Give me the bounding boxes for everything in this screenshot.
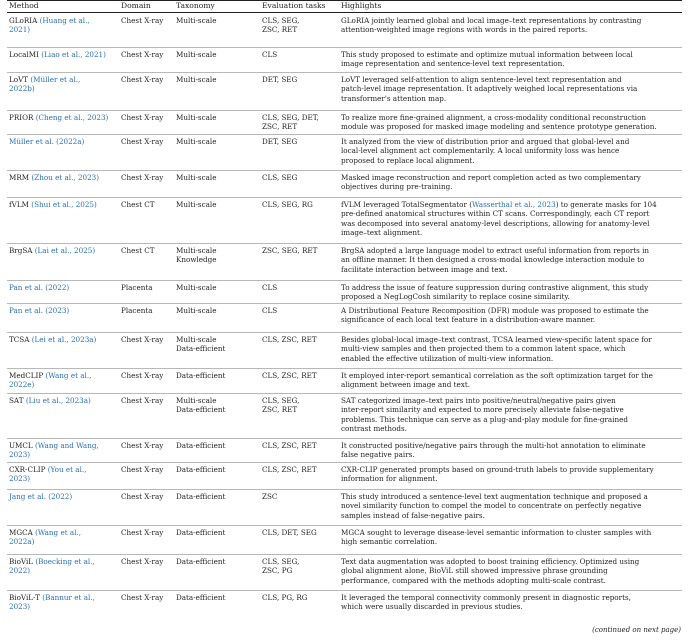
highlights-line: It analyzed from the view of distribution prior and argued that global-level and [341,137,630,146]
row-divider [7,303,682,304]
taxonomy-cell [176,396,256,415]
highlights-line: BrgSA adopted a large language model to extract useful information from reports in [341,246,650,255]
method-cell [9,492,117,501]
row-divider [7,438,682,439]
domain-cell [121,113,175,122]
highlights-line: image–text alignment. [341,227,423,237]
taxonomy-cell [176,492,256,501]
highlights-line: MGCA sought to leverage disease-level semantic information to cluster samples with [341,528,652,537]
taxonomy-line: Data-efficient [176,441,226,450]
domain-cell [121,593,175,602]
highlights-line: proposed to replace local alignment. [341,155,475,165]
taxonomy-line: Data-efficient [176,492,226,501]
method-cell [9,557,117,576]
row-divider [7,134,682,135]
eval-line: DET, SEG [262,75,298,84]
row-divider [7,243,682,244]
eval-line: CLS, ZSC, RET [262,371,317,380]
method-cell [9,465,117,484]
eval-line: CLS, ZSC, RET [262,335,317,344]
domain-line: Chest X-ray [121,335,164,344]
row-divider [7,462,682,463]
eval-line: ZSC, RET [262,122,298,132]
taxonomy-line: Data-efficient [176,405,226,415]
continued-note: (continued on next page) [592,626,681,634]
method-cell [9,50,117,59]
method-cell [9,113,117,122]
taxonomy-line: Data-efficient [176,557,226,566]
domain-cell [121,137,175,146]
row-divider [7,170,682,171]
highlights-line: alignment between image and text. [341,380,471,390]
evaluation-cell [262,283,332,292]
row-divider [7,280,682,281]
eval-line: ZSC, SEG, RET [262,246,318,255]
row-divider [7,489,682,490]
domain-line: Chest X-ray [121,557,164,566]
highlights-line: significance of each local text feature in a distribution-aware manner. [341,315,596,325]
taxonomy-line: Data-efficient [176,371,226,380]
highlights-cell [341,306,681,325]
highlights-cell [341,283,681,302]
method-line: 2023) [9,450,31,460]
eval-line: CLS [262,50,278,59]
domain-line: Placenta [121,306,153,315]
taxonomy-line: Knowledge [176,255,217,265]
highlights-line: contrast methods. [341,423,407,433]
eval-line: CLS, DET, SEG [262,528,317,537]
highlights-cell [341,246,681,274]
eval-line: CLS [262,306,278,315]
method-line: BioViL (Boecking et al., [9,557,95,566]
domain-cell [121,16,175,25]
highlights-cell [341,173,681,192]
highlights-cell [341,593,681,612]
header-domain: Domain [121,1,151,10]
row-divider [7,332,682,333]
highlights-line: pre-defined anatomical structures within CT scans. Correspondingly, each CT report [341,209,650,219]
highlights-line: image representation and sentence-level text representation. [341,59,565,69]
method-line: 2022e) [9,380,35,390]
header-method: Method [9,1,39,10]
highlights-line: multi-view samples and then projected them to a common latent space, which [341,344,626,354]
highlights-line: It constructed positive/negative pairs through the multi-hot annotation to eliminate [341,441,646,450]
taxonomy-line: Data-efficient [176,344,226,354]
highlights-line: facilitate interaction between image and text. [341,264,508,274]
method-line: MGCA (Wang et al., [9,528,82,537]
domain-cell [121,441,175,450]
row-divider [7,393,682,394]
taxonomy-cell [176,16,256,25]
method-cell [9,306,117,315]
taxonomy-cell [176,113,256,122]
eval-line: CLS, ZSC, RET [262,465,317,474]
method-line: LoVT (Müller et al., [9,75,81,84]
method-cell [9,16,117,35]
taxonomy-cell [176,557,256,566]
method-line: BioViL-T (Bannur et al., [9,593,95,602]
taxonomy-line: Multi-scale [176,50,217,59]
eval-line: CLS, ZSC, RET [262,441,317,450]
evaluation-cell [262,75,332,84]
method-line: 2023) [9,474,31,484]
row-divider [7,72,682,73]
domain-line: Chest X-ray [121,465,164,474]
taxonomy-cell [176,173,256,182]
row-divider [7,197,682,198]
header-rule [7,12,682,13]
highlights-line: This study introduced a sentence-level text augmentation technique and proposed a [341,492,648,501]
taxonomy-cell [176,441,256,450]
eval-line: ZSC, PG [262,566,293,576]
highlights-line: Besides global-local image–text contrast, TCSA learned view-specific latent space for [341,335,652,344]
domain-cell [121,492,175,501]
highlights-cell [341,441,681,460]
taxonomy-line: Multi-scale [176,113,217,122]
domain-line: Chest X-ray [121,113,164,122]
method-cell [9,200,117,209]
highlights-line: GLoRIA jointly learned global and local image–text representations by contrasting [341,16,642,25]
method-line: UMCL (Wang and Wang, [9,441,99,450]
domain-line: Chest X-ray [121,137,164,146]
domain-cell [121,557,175,566]
row-divider [7,590,682,591]
highlights-line: local-level alignment act complementarily. A local uniformity loss was hence [341,146,620,156]
method-cell [9,283,117,292]
highlights-cell [341,200,681,237]
evaluation-cell [262,465,332,474]
taxonomy-cell [176,283,256,292]
eval-line: CLS [262,283,278,292]
highlights-line: enabled the effective utilization of multi-view information. [341,353,554,363]
method-line: BrgSA (Lai et al., 2025) [9,246,96,255]
highlights-line: SAT categorized image–text pairs into positive/neutral/negative pairs given [341,396,616,405]
highlights-cell [341,396,681,433]
taxonomy-line: Data-efficient [176,528,226,537]
taxonomy-cell [176,371,256,380]
highlights-cell [341,16,681,35]
domain-cell [121,465,175,474]
evaluation-cell [262,593,332,602]
highlights-line: performance, compared with the methods adopting multi-scale contrast. [341,575,606,585]
method-cell [9,593,117,612]
method-line: fVLM (Shui et al., 2025) [9,200,97,209]
method-line: 2022a) [9,537,35,547]
evaluation-cell [262,396,332,415]
taxonomy-cell [176,306,256,315]
domain-line: Chest X-ray [121,50,164,59]
method-cell [9,137,117,146]
evaluation-cell [262,306,332,315]
row-divider [7,368,682,369]
domain-line: Chest X-ray [121,371,164,380]
domain-line: Chest X-ray [121,396,164,405]
highlights-line: problems. This technique can serve as a plug-and-play module for fine-grained [341,414,628,424]
highlights-line: an offline manner. It then designed a cross-modal knowledge interaction module to [341,255,645,265]
highlights-line: information for alignment. [341,474,438,484]
highlights-line: objectives during pre-training. [341,182,453,192]
highlights-line: false negative pairs. [341,450,415,460]
highlights-line: transformer's attention map. [341,93,447,103]
eval-line: ZSC, RET [262,405,298,415]
taxonomy-line: Data-efficient [176,593,226,602]
method-line: TCSA (Lei et al., 2023a) [9,335,97,344]
highlights-cell [341,371,681,390]
eval-line: CLS, PG, RG [262,593,308,602]
method-line: MRM (Zhou et al., 2023) [9,173,100,182]
eval-line: CLS, SEG [262,173,298,182]
method-line: SAT (Liu et al., 2023a) [9,396,91,405]
row-divider [7,525,682,526]
evaluation-cell [262,557,332,576]
domain-line: Chest X-ray [121,173,164,182]
evaluation-cell [262,371,332,380]
domain-line: Chest X-ray [121,593,164,602]
method-line: 2022) [9,566,31,576]
eval-line: CLS, SEG, [262,16,300,25]
row-divider [7,47,682,48]
method-cell [9,75,117,94]
evaluation-cell [262,246,332,255]
taxonomy-line: Multi-scale [176,306,217,315]
highlights-line: Masked image reconstruction and report completion acted as two complementary [341,173,641,182]
taxonomy-cell [176,75,256,84]
evaluation-cell [262,528,332,537]
domain-cell [121,50,175,59]
eval-line: DET, SEG [262,137,298,146]
highlights-line: This study proposed to estimate and optimize mutual information between local [341,50,633,59]
header-evaluation-tasks: Evaluation tasks [262,1,326,10]
eval-line: CLS, SEG, [262,396,300,405]
method-line: 2023) [9,602,31,612]
method-cell [9,441,117,460]
evaluation-cell [262,113,332,132]
highlights-line: inter-report similarity and expected to more precisely alleviate false-negative [341,405,624,415]
method-cell [9,246,117,255]
domain-line: Chest X-ray [121,441,164,450]
domain-cell [121,200,175,209]
header-highlights: Highlights [341,1,382,10]
highlights-line: fVLM leveraged TotalSegmentator (Wasserthal et al., 2023) to generate masks for 104 [341,200,657,209]
method-line: Pan et al. (2022) [9,283,70,292]
domain-cell [121,75,175,84]
method-line: 2022b) [9,84,35,94]
method-line: GLoRIA (Huang et al., [9,16,90,25]
taxonomy-line: Multi-scale [176,335,217,344]
evaluation-cell [262,200,332,209]
taxonomy-line: Multi-scale [176,246,217,255]
domain-line: Chest CT [121,200,155,209]
highlights-line: was decomposed into several anatomy-level descriptions, allowing for anatomy-level [341,218,650,228]
eval-line: CLS, SEG, RG [262,200,313,209]
method-line: MedCLIP (Wang et al., [9,371,92,380]
evaluation-cell [262,173,332,182]
highlights-cell [341,137,681,165]
method-line: PRIOR (Cheng et al., 2023) [9,113,109,122]
highlights-line: To address the issue of feature suppression during contrastive alignment, this study [341,283,649,292]
evaluation-cell [262,50,332,59]
domain-cell [121,283,175,292]
highlights-cell [341,557,681,585]
taxonomy-line: Multi-scale [176,75,217,84]
highlights-line: global alignment alone, BioViL still showed impressive phrase grounding [341,566,608,576]
taxonomy-cell [176,335,256,354]
highlights-line: LoVT leveraged self-attention to align sentence-level text representation and [341,75,622,84]
highlights-line: which were usually discarded in previous studies. [341,602,523,612]
highlights-line: It employed inter-report semantical correlation as the soft optimization target for the [341,371,653,380]
highlights-cell [341,528,681,547]
taxonomy-line: Multi-scale [176,283,217,292]
taxonomy-cell [176,593,256,602]
domain-cell [121,306,175,315]
method-cell [9,396,117,405]
highlights-line: attention-weighted image regions with words in the paired reports. [341,25,588,35]
domain-cell [121,371,175,380]
domain-line: Chest X-ray [121,528,164,537]
highlights-cell [341,335,681,363]
highlights-cell [341,492,681,520]
highlights-cell [341,75,681,103]
method-line: Jang et al. (2022) [9,492,73,501]
taxonomy-cell [176,465,256,474]
domain-cell [121,528,175,537]
taxonomy-cell [176,528,256,537]
highlights-line: proposed a NegLogCosh similarity to replace cosine similarity. [341,292,570,302]
highlights-line: patch-level image representation. It adaptively weighed local representations via [341,84,638,94]
highlights-line: To realize more fine-grained alignment, a cross-modality conditional reconstruction [341,113,647,122]
row-divider [7,110,682,111]
domain-line: Chest X-ray [121,492,164,501]
taxonomy-cell [176,50,256,59]
method-line: LocalMI (Liao et al., 2021) [9,50,106,59]
method-line: Müller et al. (2022a) [9,137,85,146]
domain-line: Chest X-ray [121,16,164,25]
evaluation-cell [262,335,332,344]
taxonomy-line: Multi-scale [176,200,217,209]
domain-cell [121,246,175,255]
eval-line: ZSC, RET [262,25,298,35]
domain-cell [121,173,175,182]
taxonomy-line: Multi-scale [176,396,217,405]
method-cell [9,335,117,344]
taxonomy-line: Data-efficient [176,465,226,474]
highlights-cell [341,465,681,484]
highlights-line: Text data augmentation was adopted to boost training efficiency. Optimized using [341,557,640,566]
domain-line: Chest X-ray [121,75,164,84]
method-line: CXR-CLIP (You et al., [9,465,87,474]
evaluation-cell [262,492,332,501]
taxonomy-line: Multi-scale [176,137,217,146]
method-line: Pan et al. (2023) [9,306,70,315]
method-cell [9,371,117,390]
header-taxonomy: Taxonomy [176,1,215,10]
method-cell [9,528,117,547]
taxonomy-line: Multi-scale [176,16,217,25]
highlights-cell [341,113,681,132]
highlights-line: samples instead of false-negative pairs. [341,510,485,520]
eval-line: CLS, SEG, DET, [262,113,319,122]
evaluation-cell [262,441,332,450]
method-line: 2021) [9,25,31,35]
highlights-line: It leveraged the temporal connectivity commonly present in diagnostic reports, [341,593,631,602]
domain-line: Chest CT [121,246,155,255]
highlights-line: module was proposed for masked image modeling and sentence prototype generation. [341,122,657,132]
taxonomy-cell [176,200,256,209]
eval-line: CLS, SEG, [262,557,300,566]
eval-line: ZSC [262,492,278,501]
domain-cell [121,396,175,405]
domain-cell [121,335,175,344]
highlights-line: high semantic correlation. [341,537,438,547]
row-divider [7,554,682,555]
evaluation-cell [262,137,332,146]
evaluation-cell [262,16,332,35]
taxonomy-line: Multi-scale [176,173,217,182]
highlights-line: CXR-CLIP generated prompts based on ground-truth labels to provide supplementary [341,465,654,474]
taxonomy-cell [176,137,256,146]
domain-line: Placenta [121,283,153,292]
highlights-cell [341,50,681,69]
highlights-line: novel similarity function to compel the model to concentrate on perfectly negative [341,501,642,511]
method-cell [9,173,117,182]
highlights-line: A Distributional Feature Recomposition (DFR) module was proposed to estimate the [341,306,649,315]
taxonomy-cell [176,246,256,265]
